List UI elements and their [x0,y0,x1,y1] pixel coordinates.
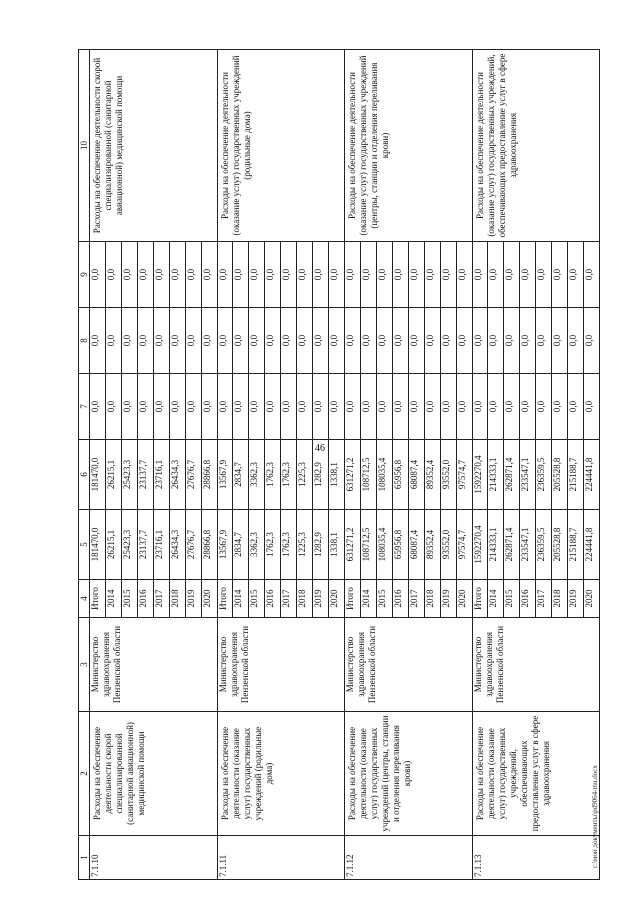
extra-budget-cell: 0,0 [472,242,488,308]
regional-budget-cell: 93552,0 [440,440,456,510]
federal-budget-cell: 0,0 [424,374,440,440]
total-cell: 1282,9 [313,510,329,580]
section-owner: Министерство здравоохранения Пензенской области [90,618,218,712]
total-cell: 1762,3 [265,510,281,580]
column-header: 5 [79,510,90,580]
federal-budget-cell: 0,0 [360,374,376,440]
section-description: Расходы на обеспечение деятельности (оказание услуг) государственных учреждений (родильные дома) [217,712,345,836]
extra-budget-cell: 0,0 [520,242,536,308]
total-cell: 1225,3 [297,510,313,580]
extra-budget-cell: 0,0 [536,242,552,308]
total-cell: 28866,8 [201,510,217,580]
period-cell: 2018 [424,580,440,618]
extra-budget-cell: 0,0 [297,242,313,308]
local-budget-cell: 0,0 [345,308,361,374]
total-cell: 25423,3 [121,510,137,580]
extra-budget-cell: 0,0 [137,242,153,308]
total-cell: 631271,2 [345,510,361,580]
period-cell: 2016 [137,580,153,618]
total-cell: 89352,4 [424,510,440,580]
federal-budget-cell: 0,0 [185,374,201,440]
regional-budget-cell: 233547,1 [520,440,536,510]
total-cell: 26434,3 [169,510,185,580]
local-budget-cell: 0,0 [488,308,504,374]
federal-budget-cell: 0,0 [345,374,361,440]
regional-budget-cell: 65956,8 [392,440,408,510]
period-cell: 2015 [376,580,392,618]
period-cell: 2018 [552,580,568,618]
period-cell: 2018 [169,580,185,618]
total-cell: 13567,9 [217,510,233,580]
regional-budget-cell: 236359,5 [536,440,552,510]
period-cell: 2016 [265,580,281,618]
regional-budget-cell: 1762,3 [265,440,281,510]
period-cell: Итого [90,580,106,618]
section-purpose: Расходы на обеспечение деятельности (оказание услуг) государственных учреждений (центры, станции и отделения переливания крови) [345,50,473,242]
period-cell: 2017 [153,580,169,618]
federal-budget-cell: 0,0 [440,374,456,440]
regional-budget-cell: 262871,4 [504,440,520,510]
budget-table [78,49,600,880]
federal-budget-cell: 0,0 [217,374,233,440]
local-budget-cell: 0,0 [105,308,121,374]
regional-budget-cell: 1762,3 [281,440,297,510]
regional-budget-cell: 205528,8 [552,440,568,510]
section-purpose: Расходы на обеспечение деятельности (оказание услуг) государственных учреждений (родильные дома) [217,50,345,242]
regional-budget-cell: 1592270,4 [472,440,488,510]
local-budget-cell: 0,0 [90,308,106,374]
local-budget-cell: 0,0 [520,308,536,374]
local-budget-cell: 0,0 [329,308,345,374]
total-cell: 215188,7 [568,510,584,580]
regional-budget-cell: 97574,7 [456,440,472,510]
total-cell: 181470,0 [90,510,106,580]
regional-budget-cell: 108035,4 [376,440,392,510]
regional-budget-cell: 28866,8 [201,440,217,510]
federal-budget-cell: 0,0 [376,374,392,440]
column-header: 10 [79,50,90,242]
total-cell: 205528,8 [552,510,568,580]
total-cell: 65956,8 [392,510,408,580]
extra-budget-cell: 0,0 [233,242,249,308]
local-budget-cell: 0,0 [456,308,472,374]
federal-budget-cell: 0,0 [265,374,281,440]
column-header: 2 [79,712,90,836]
period-cell: 2015 [504,580,520,618]
table-row [90,50,106,880]
table-body [90,50,600,880]
total-cell: 108712,5 [360,510,376,580]
total-cell: 108035,4 [376,510,392,580]
period-cell: 2015 [121,580,137,618]
federal-budget-cell: 0,0 [552,374,568,440]
local-budget-cell: 0,0 [536,308,552,374]
section-owner: Министерство здравоохранения Пензенской области [472,618,600,712]
period-cell: Итого [217,580,233,618]
total-cell: 262871,4 [504,510,520,580]
period-cell: 2019 [440,580,456,618]
federal-budget-cell: 0,0 [472,374,488,440]
footer-file-path: c:\мои документы\pd9064-mu.docx [591,765,599,868]
section-description: Расходы на обеспечение деятельности (оказание услуг) государственных учреждений (центры, станции и отделения переливания крови) [345,712,473,836]
local-budget-cell: 0,0 [360,308,376,374]
regional-budget-cell: 23716,1 [153,440,169,510]
regional-budget-cell: 224441,8 [584,440,600,510]
regional-budget-cell: 108712,5 [360,440,376,510]
regional-budget-cell: 214333,1 [488,440,504,510]
period-cell: 2018 [297,580,313,618]
regional-budget-cell: 13567,9 [217,440,233,510]
section-purpose: Расходы на обеспечение деятельности скорой специализированной (санитарной авиационной) медицинской помощи [90,50,218,242]
federal-budget-cell: 0,0 [392,374,408,440]
federal-budget-cell: 0,0 [313,374,329,440]
federal-budget-cell: 0,0 [456,374,472,440]
column-header: 7 [79,374,90,440]
period-cell: 2015 [249,580,265,618]
federal-budget-cell: 0,0 [488,374,504,440]
extra-budget-cell: 0,0 [169,242,185,308]
total-cell: 23716,1 [153,510,169,580]
extra-budget-cell: 0,0 [408,242,424,308]
period-cell: 2020 [456,580,472,618]
regional-budget-cell: 23137,7 [137,440,153,510]
period-cell: 2017 [408,580,424,618]
extra-budget-cell: 0,0 [217,242,233,308]
regional-budget-cell: 26434,3 [169,440,185,510]
column-header: 3 [79,618,90,712]
column-header: 1 [79,836,90,880]
local-budget-cell: 0,0 [121,308,137,374]
total-cell: 93552,0 [440,510,456,580]
regional-budget-cell: 89352,4 [424,440,440,510]
period-cell: 2014 [488,580,504,618]
regional-budget-cell: 631271,2 [345,440,361,510]
local-budget-cell: 0,0 [440,308,456,374]
local-budget-cell: 0,0 [472,308,488,374]
federal-budget-cell: 0,0 [201,374,217,440]
period-cell: 2017 [536,580,552,618]
period-cell: 2014 [360,580,376,618]
regional-budget-cell: 27676,7 [185,440,201,510]
local-budget-cell: 0,0 [504,308,520,374]
federal-budget-cell: 0,0 [121,374,137,440]
extra-budget-cell: 0,0 [105,242,121,308]
rotated-table-container [78,50,600,880]
period-cell: 2020 [329,580,345,618]
regional-budget-cell: 26215,1 [105,440,121,510]
regional-budget-cell: 1338,1 [329,440,345,510]
local-budget-cell: 0,0 [281,308,297,374]
extra-budget-cell: 0,0 [568,242,584,308]
extra-budget-cell: 0,0 [456,242,472,308]
regional-budget-cell: 215188,7 [568,440,584,510]
regional-budget-cell: 181470,0 [90,440,106,510]
extra-budget-cell: 0,0 [345,242,361,308]
extra-budget-cell: 0,0 [313,242,329,308]
local-budget-cell: 0,0 [376,308,392,374]
section-code: 7.1.10 [90,836,218,880]
extra-budget-cell: 0,0 [360,242,376,308]
total-cell: 26215,1 [105,510,121,580]
total-cell: 1338,1 [329,510,345,580]
extra-budget-cell: 0,0 [504,242,520,308]
extra-budget-cell: 0,0 [552,242,568,308]
federal-budget-cell: 0,0 [520,374,536,440]
period-cell: 2020 [201,580,217,618]
federal-budget-cell: 0,0 [584,374,600,440]
extra-budget-cell: 0,0 [185,242,201,308]
extra-budget-cell: 0,0 [488,242,504,308]
total-cell: 1592270,4 [472,510,488,580]
extra-budget-cell: 0,0 [90,242,106,308]
period-cell: 2014 [105,580,121,618]
section-purpose: Расходы на обеспечение деятельности (оказание услуг) государственных учреждений, обеспечивающих предоставление услуг в сфере здравоохранения [472,50,600,242]
section-description: Расходы на обеспечение деятельности скорой специализированной (санитарной авиационной) медицинской помощи [90,712,218,836]
total-cell: 23137,7 [137,510,153,580]
period-cell: 2019 [313,580,329,618]
federal-budget-cell: 0,0 [137,374,153,440]
section-code: 7.1.13 [472,836,600,880]
local-budget-cell: 0,0 [249,308,265,374]
local-budget-cell: 0,0 [169,308,185,374]
column-header: 8 [79,308,90,374]
total-cell: 233547,1 [520,510,536,580]
extra-budget-cell: 0,0 [265,242,281,308]
period-cell: Итого [345,580,361,618]
total-cell: 1762,3 [281,510,297,580]
local-budget-cell: 0,0 [137,308,153,374]
regional-budget-cell: 1225,3 [297,440,313,510]
extra-budget-cell: 0,0 [201,242,217,308]
total-cell: 236359,5 [536,510,552,580]
table-row [472,50,488,880]
period-cell: 2019 [568,580,584,618]
extra-budget-cell: 0,0 [440,242,456,308]
federal-budget-cell: 0,0 [233,374,249,440]
regional-budget-cell: 68087,4 [408,440,424,510]
column-header: 9 [79,242,90,308]
federal-budget-cell: 0,0 [281,374,297,440]
period-cell: 2014 [233,580,249,618]
federal-budget-cell: 0,0 [329,374,345,440]
federal-budget-cell: 0,0 [536,374,552,440]
local-budget-cell: 0,0 [313,308,329,374]
extra-budget-cell: 0,0 [281,242,297,308]
total-cell: 3362,3 [249,510,265,580]
regional-budget-cell: 2834,7 [233,440,249,510]
federal-budget-cell: 0,0 [105,374,121,440]
header-row [79,50,90,880]
local-budget-cell: 0,0 [233,308,249,374]
section-owner: Министерство здравоохранения Пензенской области [345,618,473,712]
local-budget-cell: 0,0 [552,308,568,374]
local-budget-cell: 0,0 [217,308,233,374]
local-budget-cell: 0,0 [408,308,424,374]
federal-budget-cell: 0,0 [568,374,584,440]
extra-budget-cell: 0,0 [584,242,600,308]
federal-budget-cell: 0,0 [249,374,265,440]
federal-budget-cell: 0,0 [169,374,185,440]
table-row [217,50,233,880]
section-code: 7.1.11 [217,836,345,880]
regional-budget-cell: 1282,9 [313,440,329,510]
federal-budget-cell: 0,0 [297,374,313,440]
regional-budget-cell: 25423,3 [121,440,137,510]
section-description: Расходы на обеспечение деятельности (оказание услуг) государственных учреждений, обеспечивающих предоставление услуг в сфере здравоохранения [472,712,600,836]
period-cell: Итого [472,580,488,618]
extra-budget-cell: 0,0 [249,242,265,308]
regional-budget-cell: 3362,3 [249,440,265,510]
period-cell: 2019 [185,580,201,618]
period-cell: 2020 [584,580,600,618]
local-budget-cell: 0,0 [392,308,408,374]
total-cell: 2834,7 [233,510,249,580]
federal-budget-cell: 0,0 [408,374,424,440]
extra-budget-cell: 0,0 [424,242,440,308]
local-budget-cell: 0,0 [201,308,217,374]
total-cell: 97574,7 [456,510,472,580]
local-budget-cell: 0,0 [265,308,281,374]
extra-budget-cell: 0,0 [329,242,345,308]
extra-budget-cell: 0,0 [153,242,169,308]
local-budget-cell: 0,0 [568,308,584,374]
local-budget-cell: 0,0 [185,308,201,374]
total-cell: 27676,7 [185,510,201,580]
local-budget-cell: 0,0 [424,308,440,374]
total-cell: 214333,1 [488,510,504,580]
extra-budget-cell: 0,0 [392,242,408,308]
column-header: 6 [79,440,90,510]
federal-budget-cell: 0,0 [90,374,106,440]
extra-budget-cell: 0,0 [121,242,137,308]
section-owner: Министерство здравоохранения Пензенской области [217,618,345,712]
period-cell: 2016 [392,580,408,618]
total-cell: 68087,4 [408,510,424,580]
local-budget-cell: 0,0 [584,308,600,374]
federal-budget-cell: 0,0 [153,374,169,440]
column-header: 4 [79,580,90,618]
section-code: 7.1.12 [345,836,473,880]
local-budget-cell: 0,0 [297,308,313,374]
period-cell: 2017 [281,580,297,618]
period-cell: 2016 [520,580,536,618]
table-row [345,50,361,880]
extra-budget-cell: 0,0 [376,242,392,308]
local-budget-cell: 0,0 [153,308,169,374]
total-cell: 224441,8 [584,510,600,580]
page-number: 46 [315,443,325,454]
federal-budget-cell: 0,0 [504,374,520,440]
